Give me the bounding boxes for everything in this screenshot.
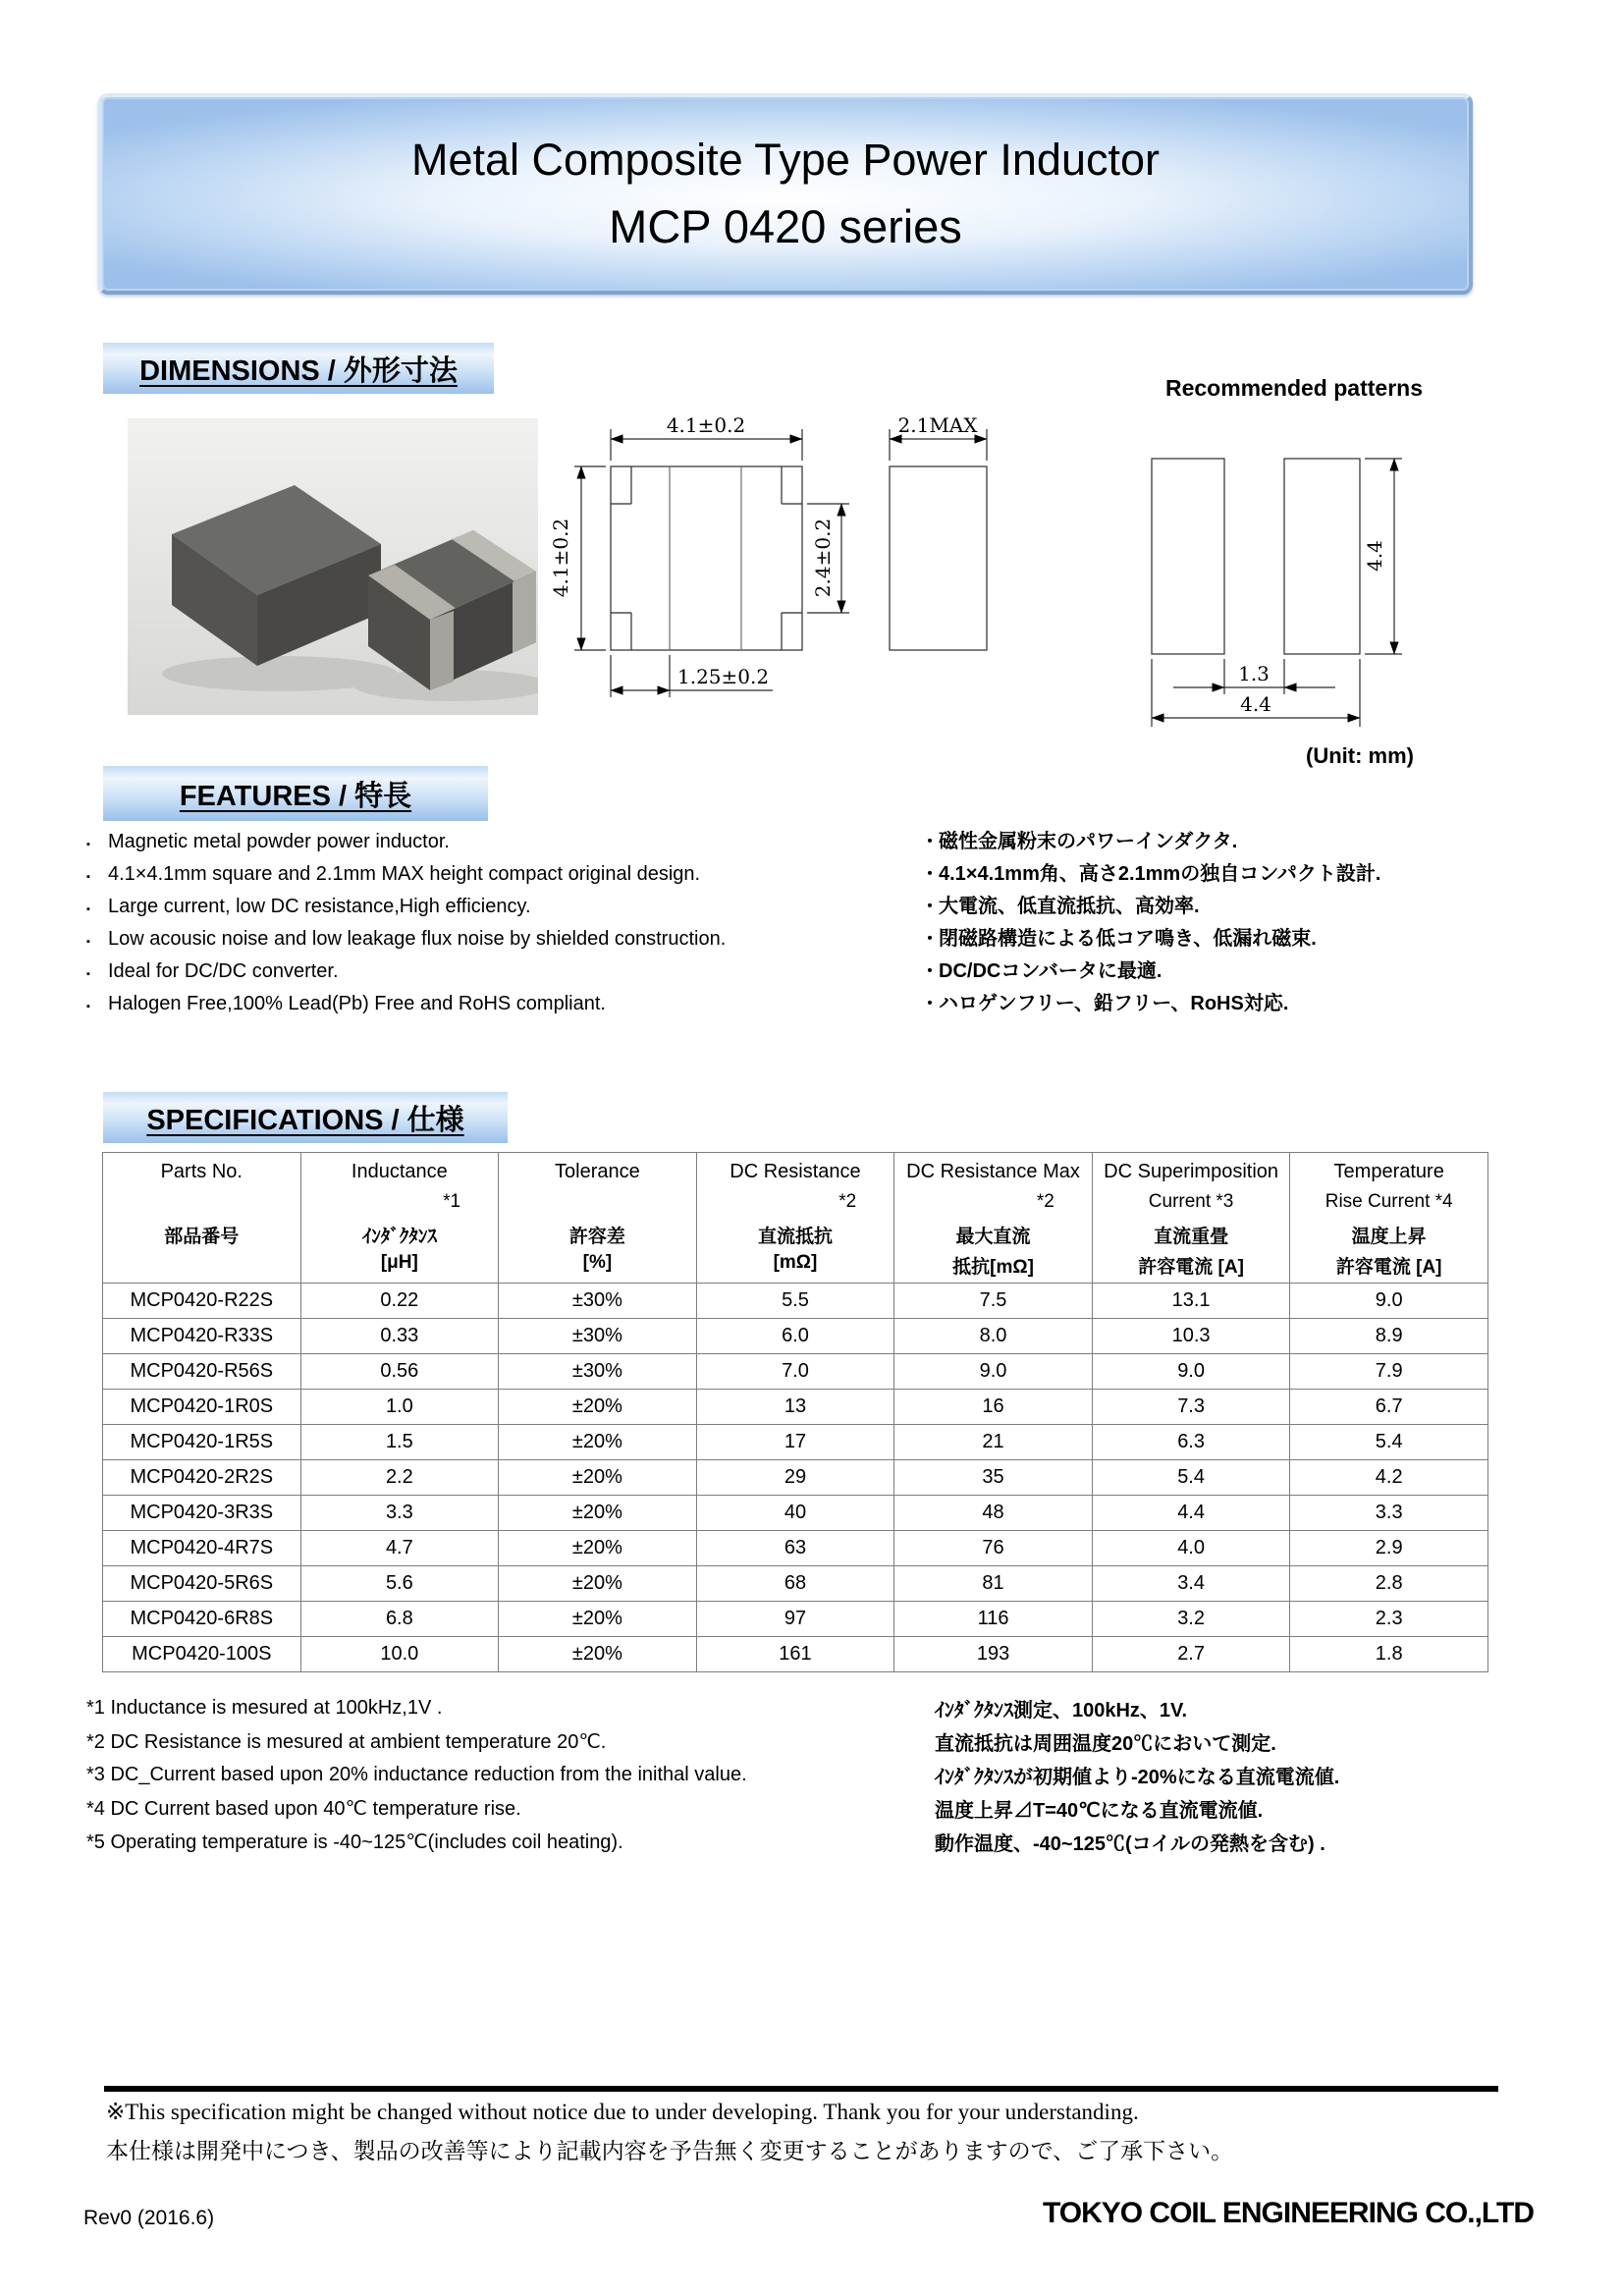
- table-cell: 7.9: [1290, 1354, 1488, 1390]
- table-cell: 13: [696, 1390, 894, 1425]
- table-cell: MCP0420-R22S: [103, 1284, 301, 1319]
- unit-note-label: (Unit: mm): [1306, 743, 1414, 768]
- feature-text: Halogen Free,100% Lead(Pb) Free and RoHS compliant.: [108, 993, 606, 1014]
- bullet-icon: ▪: [86, 839, 90, 850]
- column-header-en: Tolerance: [555, 1161, 640, 1182]
- table-row: [103, 1460, 1488, 1496]
- feature-text: 大電流、低直流抵抗、高効率.: [939, 896, 1200, 917]
- feature-item: [86, 891, 901, 923]
- column-header-jp: 部品番号: [164, 1227, 240, 1247]
- table-cell: ±20%: [499, 1637, 697, 1672]
- footnote-en: *4 DC Current based upon 40℃ temperature rise.: [86, 1797, 521, 1820]
- table-row: [103, 1602, 1488, 1637]
- table-cell: 21: [894, 1425, 1093, 1460]
- table-cell: 2.3: [1290, 1602, 1488, 1637]
- bullet-icon: ・: [921, 961, 939, 981]
- footnote-jp: ｲﾝﾀﾞｸﾀﾝｽ測定、100kHz、1V.: [935, 1699, 1188, 1722]
- table-cell: 76: [894, 1531, 1093, 1566]
- footnote-row: [86, 1691, 1559, 1724]
- column-header-en: Parts No.: [160, 1161, 243, 1182]
- disclaimer-en: ※This specification might be changed without notice due to under developing. Thank you for your understanding.: [106, 2100, 1139, 2124]
- footnote-jp: ｲﾝﾀﾞｸﾀﾝｽが初期値より-20%になる直流電流値.: [935, 1766, 1340, 1788]
- column-header-unit: 許容電流 [A]: [1138, 1257, 1244, 1278]
- column-header: [1290, 1153, 1488, 1284]
- table-cell: 116: [894, 1602, 1093, 1637]
- table-cell: 5.4: [1290, 1425, 1488, 1460]
- footnote-en: *1 Inductance is mesured at 100kHz,1V .: [86, 1696, 443, 1719]
- column-header-unit: [103, 1252, 300, 1283]
- table-row: [103, 1637, 1488, 1672]
- dim-pad-span-label: 4.4: [1240, 692, 1271, 716]
- column-header-jp: 直流重畳: [1154, 1227, 1229, 1247]
- table-row: [103, 1496, 1488, 1531]
- column-header-note: [499, 1191, 696, 1222]
- table-cell: 5.6: [300, 1566, 499, 1602]
- table-cell: 4.4: [1092, 1496, 1290, 1531]
- column-header-unit: 抵抗[mΩ]: [952, 1257, 1034, 1278]
- table-cell: 4.2: [1290, 1460, 1488, 1496]
- table-cell: 0.33: [300, 1319, 499, 1354]
- features-list-jp: [921, 826, 1589, 1020]
- top-view-outline: [611, 466, 802, 650]
- column-header-jp: 最大直流: [955, 1227, 1031, 1247]
- table-cell: 0.22: [300, 1284, 499, 1319]
- features-section-label: FEATURES / 特長: [179, 780, 412, 812]
- pad-right-outline: [1284, 459, 1360, 654]
- table-cell: MCP0420-2R2S: [103, 1460, 301, 1496]
- bullet-icon: ・: [921, 864, 939, 884]
- feature-text: Magnetic metal powder power inductor.: [108, 831, 450, 852]
- feature-item: [921, 956, 1589, 988]
- table-cell: 9.0: [894, 1354, 1093, 1390]
- table-cell: 6.7: [1290, 1390, 1488, 1425]
- feature-item: [86, 826, 901, 858]
- revision-label: Rev0 (2016.6): [83, 2207, 215, 2229]
- column-header: [103, 1153, 301, 1284]
- table-cell: ±20%: [499, 1566, 697, 1602]
- footnote-en: *5 Operating temperature is -40~125℃(includes coil heating).: [86, 1831, 623, 1853]
- bullet-icon: ▪: [86, 903, 90, 915]
- dim-pad-gap-label: 1.3: [1238, 662, 1270, 685]
- table-cell: 1.8: [1290, 1637, 1488, 1672]
- table-cell: MCP0420-100S: [103, 1637, 301, 1672]
- footnote-en: *3 DC_Current based upon 20% inductance reduction from the inithal value.: [86, 1763, 747, 1785]
- column-header-jp: 温度上昇: [1351, 1227, 1427, 1247]
- table-cell: ±30%: [499, 1319, 697, 1354]
- table-cell: 8.9: [1290, 1319, 1488, 1354]
- table-cell: 2.8: [1290, 1566, 1488, 1602]
- column-header: [696, 1153, 894, 1284]
- table-cell: 10.3: [1092, 1319, 1290, 1354]
- table-cell: 13.1: [1092, 1284, 1290, 1319]
- feature-item: [86, 923, 901, 956]
- inductor-photo-image: [128, 418, 538, 715]
- table-cell: MCP0420-3R3S: [103, 1496, 301, 1531]
- feature-item: [921, 988, 1589, 1020]
- feature-text: ハロゲンフリー、鉛フリー、RoHS対応.: [939, 993, 1289, 1014]
- disclaimer-jp: 本仕様は開発中につき、製品の改善等により記載内容を予告無く変更することがありますので、ご了承下さい。: [106, 2139, 1234, 2163]
- column-header-jp: ｲﾝﾀﾞｸﾀﾝｽ: [361, 1227, 437, 1247]
- bullet-icon: ▪: [86, 936, 90, 948]
- feature-text: DC/DCコンバータに最適.: [939, 960, 1162, 982]
- table-cell: MCP0420-1R0S: [103, 1390, 301, 1425]
- feature-text: 4.1×4.1mm square and 2.1mm MAX height compact original design.: [108, 863, 701, 885]
- column-header-en: Temperature: [1333, 1161, 1444, 1182]
- features-section-header: [103, 766, 488, 821]
- dimensions-section-label: DIMENSIONS / 外形寸法: [139, 355, 458, 387]
- table-row: [103, 1284, 1488, 1319]
- bullet-icon: ・: [921, 929, 939, 949]
- table-cell: 17: [696, 1425, 894, 1460]
- column-header-note: Rise Current *4: [1325, 1191, 1453, 1212]
- table-cell: 10.0: [300, 1637, 499, 1672]
- bullet-icon: ▪: [86, 871, 90, 883]
- table-cell: ±20%: [499, 1496, 697, 1531]
- table-cell: 5.4: [1092, 1460, 1290, 1496]
- table-cell: ±30%: [499, 1354, 697, 1390]
- table-row: [103, 1566, 1488, 1602]
- table-cell: 1.5: [300, 1425, 499, 1460]
- features-list-en: [86, 826, 901, 1020]
- table-cell: 0.56: [300, 1354, 499, 1390]
- column-header-unit: 許容電流 [A]: [1335, 1257, 1442, 1278]
- table-cell: 6.8: [300, 1602, 499, 1637]
- column-header: [499, 1153, 697, 1284]
- table-cell: MCP0420-4R7S: [103, 1531, 301, 1566]
- table-cell: ±20%: [499, 1531, 697, 1566]
- table-cell: ±20%: [499, 1602, 697, 1637]
- dimension-drawing: [545, 408, 1483, 786]
- column-header-jp: 許容差: [568, 1227, 625, 1247]
- column-header-note: *2: [1036, 1191, 1054, 1212]
- table-cell: 7.5: [894, 1284, 1093, 1319]
- specifications-table-head: [103, 1153, 1488, 1284]
- feature-text: 磁性金属粉末のパワーインダクタ.: [939, 831, 1238, 852]
- footnote-jp: 動作温度、-40~125℃(コイルの発熱を含む) .: [935, 1832, 1325, 1855]
- column-header-unit: [mΩ]: [773, 1252, 818, 1273]
- table-cell: 2.7: [1092, 1637, 1290, 1672]
- footnote-en: *2 DC Resistance is mesured at ambient temperature 20℃.: [86, 1730, 607, 1753]
- bullet-icon: ・: [921, 832, 939, 851]
- table-cell: 7.0: [696, 1354, 894, 1390]
- product-photo: [128, 418, 538, 715]
- column-header: [894, 1153, 1093, 1284]
- table-cell: 2.2: [300, 1460, 499, 1496]
- column-header-note: [103, 1191, 300, 1222]
- table-cell: 6.3: [1092, 1425, 1290, 1460]
- table-cell: 48: [894, 1496, 1093, 1531]
- column-header-en: DC Resistance Max: [906, 1161, 1080, 1182]
- table-cell: 40: [696, 1496, 894, 1531]
- footnote-row: [86, 1825, 1559, 1858]
- table-cell: 97: [696, 1602, 894, 1637]
- table-cell: 161: [696, 1637, 894, 1672]
- table-cell: ±20%: [499, 1460, 697, 1496]
- table-cell: 68: [696, 1566, 894, 1602]
- specifications-section-header: [103, 1092, 508, 1143]
- footnote-row: [86, 1758, 1559, 1791]
- page-title: Metal Composite Type Power Inductor: [410, 135, 1161, 185]
- column-header-unit: [%]: [582, 1252, 613, 1273]
- table-cell: 63: [696, 1531, 894, 1566]
- title-banner: [98, 93, 1473, 295]
- table-cell: ±20%: [499, 1390, 697, 1425]
- table-cell: ±20%: [499, 1425, 697, 1460]
- table-cell: 16: [894, 1390, 1093, 1425]
- column-header-note: *2: [838, 1191, 857, 1212]
- table-cell: 1.0: [300, 1390, 499, 1425]
- column-header-jp: 直流抵抗: [757, 1227, 833, 1247]
- table-cell: MCP0420-1R5S: [103, 1425, 301, 1460]
- specifications-table-body: [103, 1284, 1488, 1672]
- company-name: TOKYO COIL ENGINEERING CO.,LTD: [1042, 2197, 1534, 2229]
- column-header-note: Current *3: [1148, 1191, 1234, 1212]
- specifications-section-label: SPECIFICATIONS / 仕様: [146, 1104, 464, 1136]
- table-cell: 7.3: [1092, 1390, 1290, 1425]
- feature-item: [921, 826, 1589, 858]
- feature-item: [86, 988, 901, 1020]
- dim-terminal-gap-label: 2.4±0.2: [811, 518, 835, 598]
- feature-text: 閉磁路構造による低コア鳴き、低漏れ磁束.: [939, 928, 1317, 950]
- table-cell: 3.2: [1092, 1602, 1290, 1637]
- dim-height-max-label: 2.1MAX: [897, 413, 978, 437]
- column-header-en: Inductance: [351, 1161, 448, 1182]
- table-cell: MCP0420-6R8S: [103, 1602, 301, 1637]
- table-row: [103, 1319, 1488, 1354]
- table-row: [103, 1531, 1488, 1566]
- table-cell: 9.0: [1290, 1284, 1488, 1319]
- dim-body-height-label: 4.1±0.2: [549, 518, 572, 598]
- feature-item: [921, 923, 1589, 956]
- specifications-table: [102, 1152, 1488, 1672]
- column-header: [300, 1153, 499, 1284]
- column-header-unit: [μH]: [380, 1252, 418, 1273]
- column-header: [1092, 1153, 1290, 1284]
- pad-left-outline: [1152, 459, 1224, 654]
- column-header-en: DC Resistance: [730, 1161, 861, 1182]
- dim-terminal-width-label: 1.25±0.2: [677, 665, 770, 688]
- table-cell: 9.0: [1092, 1354, 1290, 1390]
- table-cell: 35: [894, 1460, 1093, 1496]
- feature-text: Large current, low DC resistance,High efficiency.: [108, 896, 531, 917]
- footnote-row: [86, 1791, 1559, 1825]
- feature-item: [86, 858, 901, 891]
- feature-text: Ideal for DC/DC converter.: [108, 960, 339, 982]
- table-cell: MCP0420-R33S: [103, 1319, 301, 1354]
- footnotes: [86, 1691, 1559, 1858]
- footer-divider: [104, 2086, 1498, 2092]
- table-cell: 5.5: [696, 1284, 894, 1319]
- table-row: [103, 1425, 1488, 1460]
- table-cell: 193: [894, 1637, 1093, 1672]
- feature-item: [921, 891, 1589, 923]
- table-cell: 4.0: [1092, 1531, 1290, 1566]
- feature-item: [86, 956, 901, 988]
- bullet-icon: ▪: [86, 1001, 90, 1012]
- table-cell: MCP0420-5R6S: [103, 1566, 301, 1602]
- series-title: MCP 0420 series: [609, 200, 962, 252]
- table-cell: MCP0420-R56S: [103, 1354, 301, 1390]
- bullet-icon: ・: [921, 897, 939, 916]
- footnote-row: [86, 1724, 1559, 1758]
- feature-item: [921, 858, 1589, 891]
- table-row: [103, 1354, 1488, 1390]
- recommended-patterns-label: Recommended patterns: [1164, 375, 1423, 401]
- dim-pad-height-label: 4.4: [1363, 540, 1386, 572]
- table-cell: 8.0: [894, 1319, 1093, 1354]
- bullet-icon: ・: [921, 994, 939, 1013]
- feature-text: Low acousic noise and low leakage flux noise by shielded construction.: [108, 928, 727, 950]
- table-cell: 81: [894, 1566, 1093, 1602]
- table-cell: 3.3: [1290, 1496, 1488, 1531]
- column-header-note: *1: [443, 1191, 461, 1212]
- table-cell: 3.3: [300, 1496, 499, 1531]
- table-cell: ±30%: [499, 1284, 697, 1319]
- feature-text: 4.1×4.1mm角、高さ2.1mmの独自コンパクト設計.: [939, 863, 1381, 885]
- table-row: [103, 1390, 1488, 1425]
- table-cell: 29: [696, 1460, 894, 1496]
- dim-body-width-label: 4.1±0.2: [666, 413, 746, 437]
- table-cell: 4.7: [300, 1531, 499, 1566]
- footnote-jp: 直流抵抗は周囲温度20℃において測定.: [935, 1732, 1276, 1755]
- footnote-jp: 温度上昇⊿T=40℃になる直流電流値.: [935, 1799, 1264, 1822]
- dimensions-section-header: [103, 343, 494, 394]
- side-view-outline: [890, 466, 987, 650]
- table-cell: 6.0: [696, 1319, 894, 1354]
- table-cell: 3.4: [1092, 1566, 1290, 1602]
- table-cell: 2.9: [1290, 1531, 1488, 1566]
- bullet-icon: ▪: [86, 968, 90, 980]
- column-header-en: DC Superimposition: [1104, 1161, 1279, 1182]
